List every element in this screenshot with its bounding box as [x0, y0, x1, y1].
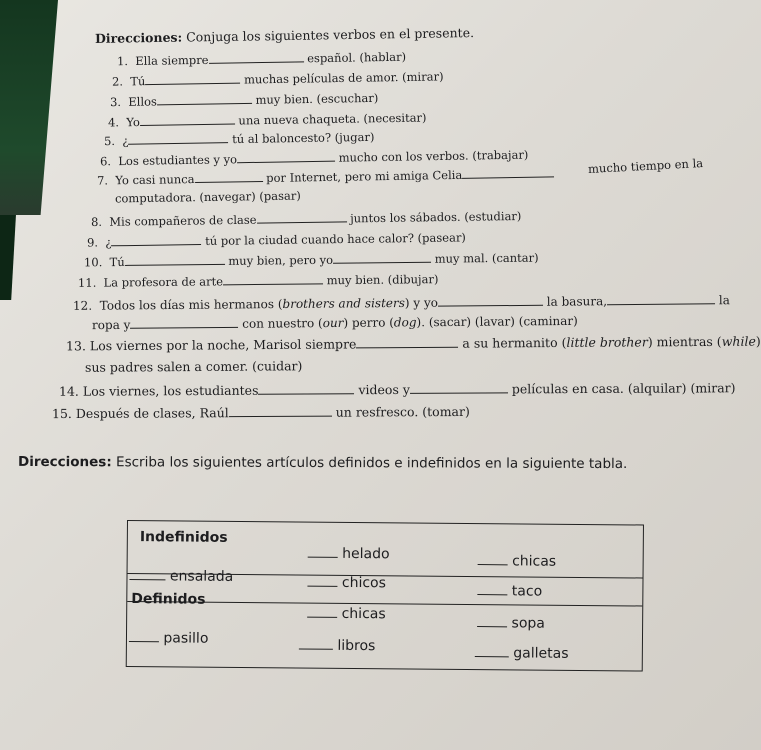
- item-text: Los viernes, los estudiantes: [82, 382, 259, 399]
- item-1: [117, 49, 406, 69]
- item-text: la: [714, 293, 730, 308]
- item-text: Después de clases, Raúl: [75, 405, 229, 421]
- item-7: [97, 165, 554, 187]
- word-cell: [129, 567, 233, 585]
- answer-blank[interactable]: [307, 605, 337, 618]
- item-number: 4.: [107, 115, 120, 130]
- item-12: [73, 292, 730, 313]
- item-text: ¿: [105, 235, 112, 250]
- word-text: chicas: [512, 553, 557, 570]
- item-11: [78, 271, 439, 290]
- word-text: taco: [511, 583, 543, 600]
- item-13: [66, 334, 761, 354]
- word-text: chicos: [341, 574, 387, 592]
- item-text-italic: our: [322, 315, 344, 331]
- word-text: helado: [342, 545, 390, 563]
- word-cell: [308, 545, 390, 563]
- item-number: 14.: [58, 383, 79, 399]
- answer-blank[interactable]: [223, 272, 323, 285]
- word-text: sopa: [511, 615, 545, 632]
- word-cell: [129, 629, 209, 647]
- item-7-continued: mucho tiempo en la: [587, 155, 704, 177]
- item-number: 10.: [83, 255, 103, 270]
- word-text: ensalada: [169, 568, 234, 585]
- item-text: por Internet, pero mi amiga Celia: [262, 167, 463, 185]
- item-text: Yo casi nunca: [115, 172, 195, 188]
- answer-blank[interactable]: [128, 131, 228, 145]
- answer-blank[interactable]: [475, 644, 509, 657]
- answer-blank[interactable]: [478, 552, 508, 565]
- word-cell: [307, 574, 386, 592]
- answer-blank[interactable]: [307, 574, 337, 587]
- item-text: ¿: [122, 133, 129, 148]
- item-text: Mis compañeros de clase: [109, 212, 257, 229]
- item-number: 6.: [99, 154, 112, 169]
- directions-label: Direcciones:: [94, 29, 183, 46]
- answer-blank[interactable]: [130, 316, 238, 329]
- item-text: a su hermanito (: [458, 334, 567, 351]
- directions-text: Escriba los siguientes artículos definidos e indefinidos en la siguiente tabla.: [111, 454, 628, 473]
- item-text: muy mal. (cantar): [430, 250, 539, 266]
- item-text: ). (sacar) (lavar) (caminar): [416, 313, 578, 330]
- item-text: ) y yo: [404, 295, 439, 310]
- item-9: [87, 229, 466, 249]
- word-cell: [475, 644, 569, 662]
- item-number: 5.: [103, 133, 116, 149]
- item-text: tú por la ciudad cuando hace calor? (pasear): [201, 230, 466, 249]
- answer-blank[interactable]: [237, 150, 335, 164]
- item-10: [84, 250, 539, 270]
- answer-blank[interactable]: [129, 629, 159, 642]
- item-12-line2: [92, 313, 578, 332]
- item-text: muchas películas de amor. (mirar): [240, 69, 444, 87]
- item-text: español. (hablar): [303, 49, 407, 66]
- item-text: tú al baloncesto? (jugar): [228, 129, 375, 147]
- answer-blank[interactable]: [111, 233, 201, 246]
- directions-label: Direcciones:: [17, 453, 112, 471]
- item-text: un resfresco. (tomar): [331, 403, 470, 420]
- answer-blank[interactable]: [194, 170, 262, 183]
- item-number: 12.: [72, 298, 93, 313]
- item-text: ): [755, 333, 761, 349]
- answer-blank[interactable]: [477, 582, 507, 595]
- item-number: 1.: [116, 54, 129, 69]
- answer-blank[interactable]: [477, 614, 507, 627]
- word-cell: [307, 605, 386, 623]
- answer-blank[interactable]: [208, 50, 303, 63]
- word-cell: [477, 614, 545, 632]
- item-text: muy bien, pero yo: [224, 252, 334, 268]
- word-cell: [478, 552, 557, 570]
- word-text: chicas: [341, 605, 386, 623]
- answer-blank[interactable]: [258, 382, 354, 395]
- item-text: Tú: [130, 74, 146, 89]
- answer-blank[interactable]: [333, 251, 431, 264]
- answer-blank[interactable]: [462, 165, 554, 178]
- item-2: [112, 68, 444, 88]
- item-text: ) mientras (: [647, 333, 722, 350]
- item-text: Todos los días mis hermanos (: [99, 297, 283, 313]
- item-number: 2.: [111, 74, 124, 89]
- item-text: la basura,: [542, 294, 608, 309]
- item-text: La profesora de arte: [103, 274, 224, 290]
- item-text: mucho con los verbos. (trabajar): [334, 147, 529, 165]
- word-cell: [299, 637, 376, 655]
- item-number: 15.: [51, 405, 72, 422]
- word-cell: [477, 582, 542, 600]
- answer-blank[interactable]: [129, 567, 165, 580]
- word-text: galletas: [513, 645, 569, 662]
- answer-blank[interactable]: [229, 405, 332, 418]
- item-text: Ella siempre: [135, 52, 209, 68]
- answer-blank[interactable]: [410, 381, 508, 394]
- item-text: ropa y: [91, 317, 131, 333]
- word-text: libros: [337, 637, 376, 655]
- item-number: 13.: [65, 338, 86, 354]
- item-3: [110, 90, 378, 109]
- item-13-line2: sus padres salen a comer. (cuidar): [84, 358, 303, 375]
- item-text: Yo: [126, 115, 140, 130]
- answer-blank[interactable]: [356, 336, 458, 349]
- item-text: Tú: [109, 254, 125, 270]
- item-number: 8.: [90, 214, 103, 230]
- directions-heading: [95, 25, 474, 46]
- item-text-italic: brothers and sisters: [282, 295, 405, 312]
- item-number: 11.: [77, 275, 97, 290]
- answer-blank[interactable]: [157, 92, 252, 105]
- item-text: Los viernes por la noche, Marisol siempre: [89, 336, 357, 354]
- directions-heading-2: [18, 454, 627, 472]
- item-number: 9.: [86, 235, 99, 250]
- item-text: con nuestro (: [238, 316, 323, 331]
- item-number: 3.: [109, 94, 122, 110]
- answer-blank[interactable]: [145, 72, 240, 85]
- answer-blank[interactable]: [140, 113, 235, 126]
- item-8: [91, 208, 522, 229]
- item-text-italic: dog: [393, 315, 417, 330]
- answer-blank[interactable]: [438, 294, 543, 307]
- item-text: videos y: [354, 381, 410, 398]
- item-text: Ellos: [128, 94, 158, 109]
- word-text: pasillo: [163, 630, 209, 647]
- answer-blank[interactable]: [256, 210, 346, 223]
- answer-blank[interactable]: [299, 637, 333, 650]
- item-text: muy bien. (dibujar): [322, 272, 439, 288]
- indefinidos-label: Indefinidos: [139, 529, 228, 546]
- answer-blank[interactable]: [125, 253, 225, 266]
- item-text-italic: little brother: [566, 334, 648, 350]
- answer-blank[interactable]: [308, 545, 338, 558]
- articles-table: [126, 520, 644, 672]
- item-5: [104, 129, 375, 148]
- item-6: [100, 147, 529, 169]
- item-15: [52, 404, 470, 421]
- item-number: 7.: [96, 173, 109, 188]
- item-text: ) perro (: [343, 315, 394, 330]
- definidos-label: Definidos: [131, 591, 206, 608]
- item-7-line2: computadora. (navegar) (pasar): [114, 188, 301, 206]
- item-14: [59, 380, 736, 399]
- answer-blank[interactable]: [607, 292, 715, 305]
- item-4: [108, 109, 427, 129]
- item-text: películas en casa. (alquilar) (mirar): [507, 380, 736, 397]
- directions-text: Conjuga los siguientes verbos en el presente.: [182, 25, 475, 45]
- item-text-italic: while: [721, 333, 756, 349]
- item-text: Los estudiantes y yo: [118, 152, 238, 169]
- item-text: una nueva chaqueta. (necesitar): [234, 110, 427, 128]
- item-text: muy bien. (escuchar): [251, 90, 379, 107]
- item-text: juntos los sábados. (estudiar): [346, 208, 522, 226]
